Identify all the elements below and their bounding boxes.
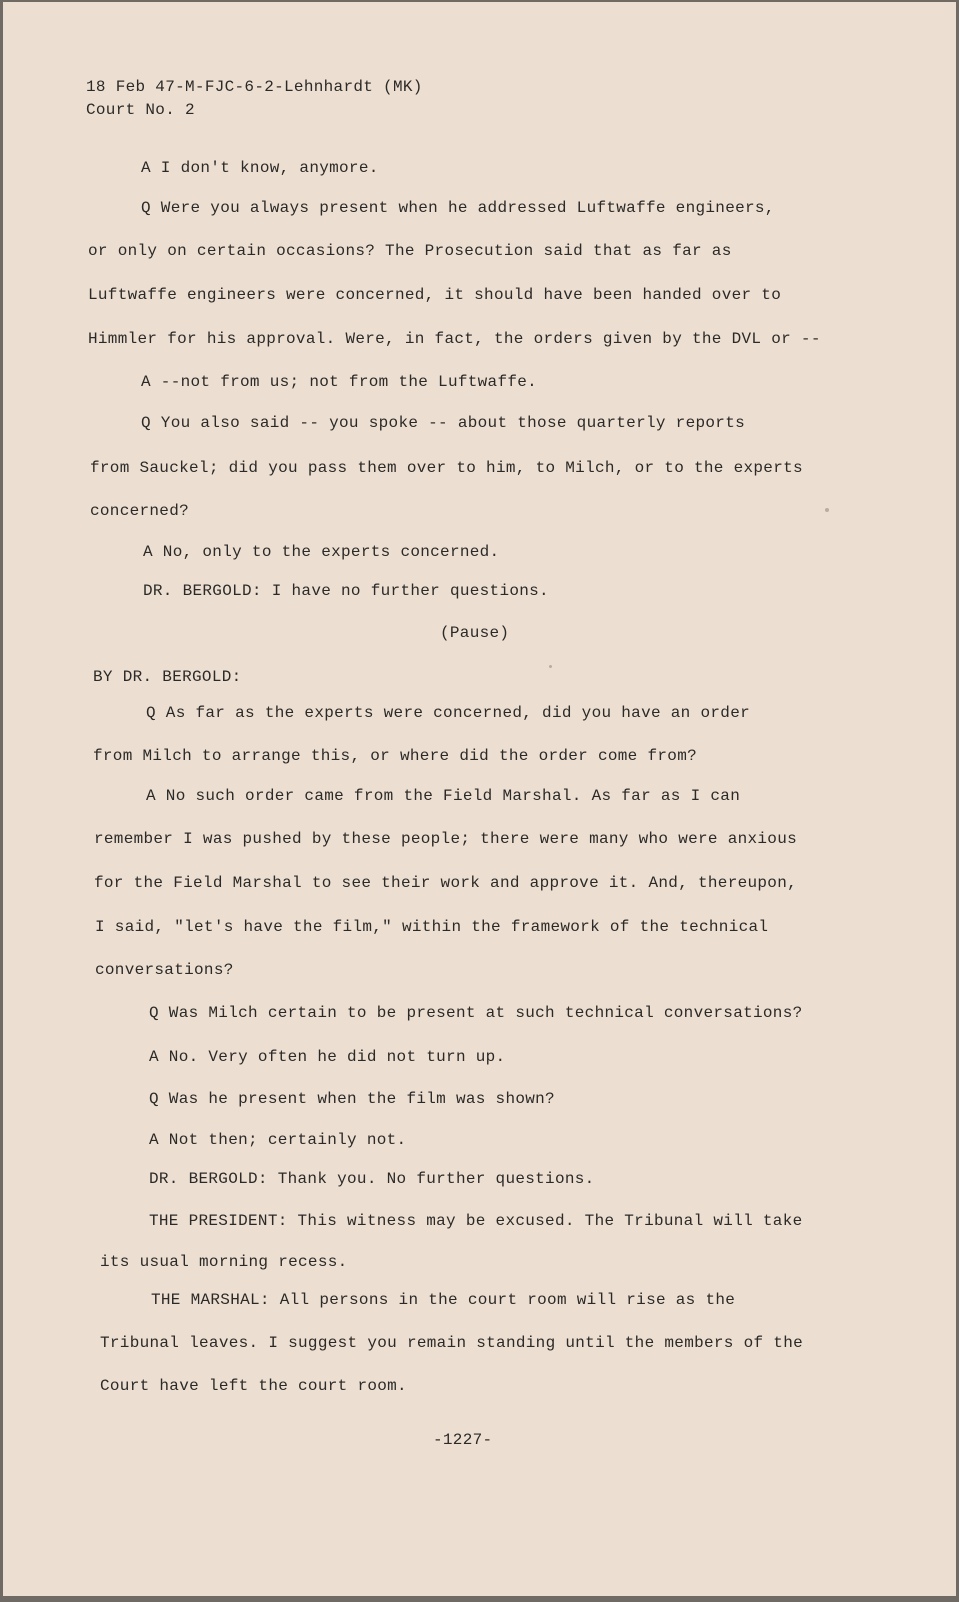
text-line: remember I was pushed by these people; there were many who were anxious [94,830,798,848]
text-line: Tribunal leaves. I suggest you remain standing until the members of the [100,1334,804,1352]
text-line: A I don't know, anymore. [141,159,379,177]
text-line: I said, "let's have the film," within the framework of the technical [95,918,769,936]
text-line: Q Were you always present when he addressed Luftwaffe engineers, [141,199,775,217]
text-line: its usual morning recess. [100,1253,348,1271]
text-line: Court have left the court room. [100,1377,407,1395]
text-line: A No such order came from the Field Marshal. As far as I can [146,787,741,805]
transcript-page [3,2,956,1596]
text-line: A Not then; certainly not. [149,1131,407,1149]
text-line: THE PRESIDENT: This witness may be excused. The Tribunal will take [149,1212,803,1230]
header-line-1: 18 Feb 47-M-FJC-6-2-Lehnhardt (MK) [86,78,423,96]
text-line: A --not from us; not from the Luftwaffe. [141,373,538,391]
examiner-heading: BY DR. BERGOLD: [93,668,242,686]
text-line: DR. BERGOLD: Thank you. No further questions. [149,1170,595,1188]
text-line: Q You also said -- you spoke -- about those quarterly reports [141,414,745,432]
text-line: A No, only to the experts concerned. [143,543,500,561]
page-number: -1227- [433,1431,493,1449]
text-line: THE MARSHAL: All persons in the court room will rise as the [151,1291,736,1309]
paper-speck [825,508,829,512]
text-line: Himmler for his approval. Were, in fact, the orders given by the DVL or -- [88,330,821,348]
header-line-2: Court No. 2 [86,101,195,119]
text-line: A No. Very often he did not turn up. [149,1048,506,1066]
text-line: Q As far as the experts were concerned, did you have an order [146,704,750,722]
paper-speck [549,665,552,668]
text-line: for the Field Marshal to see their work and approve it. And, thereupon, [94,874,798,892]
text-line: concerned? [90,502,190,520]
text-line: from Sauckel; did you pass them over to him, to Milch, or to the experts [90,459,803,477]
text-line: from Milch to arrange this, or where did the order come from? [93,747,697,765]
text-line: Luftwaffe engineers were concerned, it should have been handed over to [88,286,782,304]
text-line: conversations? [95,961,234,979]
text-line: Q Was he present when the film was shown? [149,1090,555,1108]
text-line: or only on certain occasions? The Prosecution said that as far as [88,242,732,260]
text-line: DR. BERGOLD: I have no further questions. [143,582,549,600]
pause-note: (Pause) [440,624,510,642]
text-line: Q Was Milch certain to be present at such technical conversations? [149,1004,803,1022]
